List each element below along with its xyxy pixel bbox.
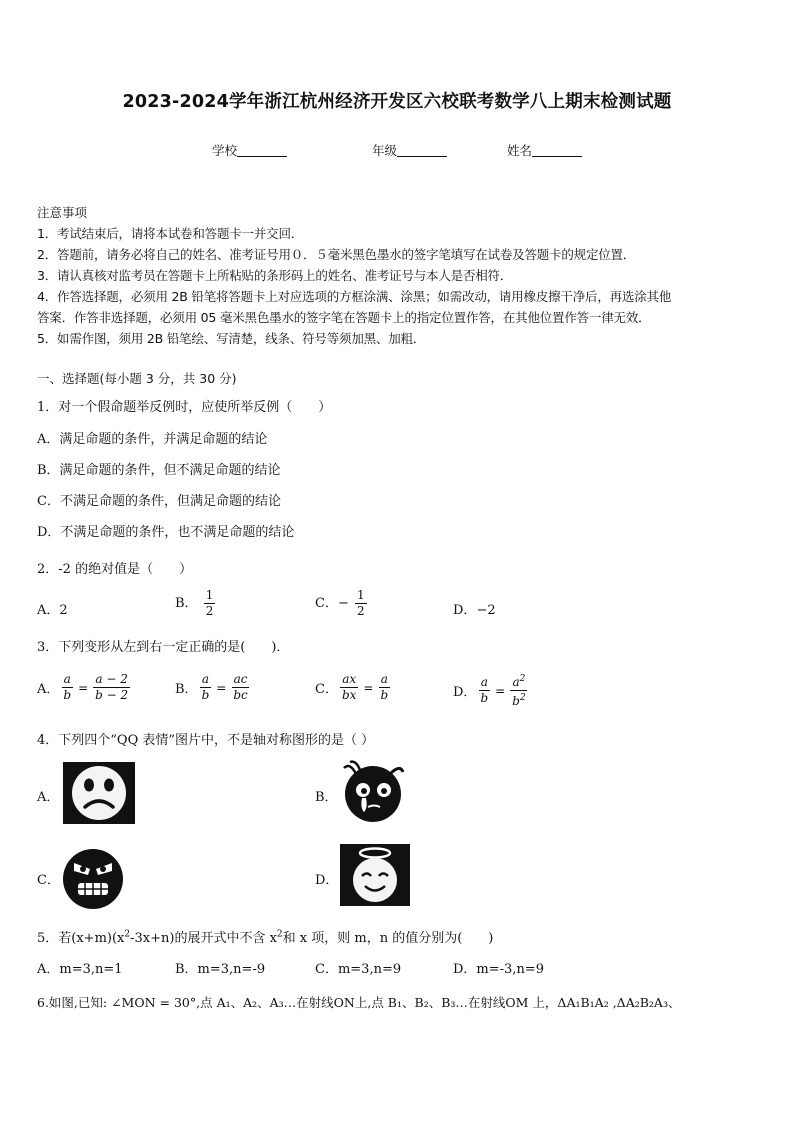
q3-c-right-num: a bbox=[380, 672, 388, 686]
q3-a-left-num: a bbox=[63, 672, 71, 686]
q3-d-right-den-base: b bbox=[512, 694, 520, 708]
school-blank[interactable] bbox=[237, 144, 287, 157]
q4-option-d-label[interactable]: D． bbox=[315, 873, 339, 888]
q3-d-left-num: a bbox=[480, 675, 488, 689]
q1-option-d[interactable]: D．不满足命题的条件，也不满足命题的结论 bbox=[37, 525, 295, 540]
q2-stem: 2．-2 的绝对值是（ ） bbox=[37, 562, 193, 577]
q3-option-a[interactable] bbox=[37, 672, 132, 703]
name-blank[interactable] bbox=[532, 144, 582, 157]
q1-stem: 1．对一个假命题举反例时，应使所举反例（ ） bbox=[37, 400, 332, 415]
q4-option-a-label[interactable]: A． bbox=[37, 790, 60, 805]
q3-b-left-den: b bbox=[201, 688, 210, 702]
q2-d-label: D． bbox=[453, 603, 477, 618]
q5-stem-exp: 2 bbox=[124, 929, 131, 940]
q5-option-d[interactable]: D．m=-3,n=9 bbox=[453, 962, 544, 977]
q3-d-right bbox=[510, 672, 527, 709]
q3-b-left bbox=[200, 672, 212, 703]
q2-c-num: 1 bbox=[357, 588, 365, 602]
q2-b-fraction bbox=[204, 588, 216, 619]
q3-a-right-num: a − 2 bbox=[95, 672, 128, 686]
q5-stem-exp: 2 bbox=[276, 929, 283, 940]
q3-option-d[interactable] bbox=[453, 672, 530, 709]
q3-c-left-num: ax bbox=[342, 672, 357, 686]
q3-d-right-num bbox=[510, 672, 527, 691]
q5-stem-part: 5．若(x+m)(x bbox=[37, 931, 125, 946]
q3-c-label: C． bbox=[315, 682, 338, 697]
q2-a-label: A． bbox=[37, 603, 60, 618]
section-heading: 一、选择题(每小题 3 分，共 30 分) bbox=[37, 371, 237, 386]
school-label: 学校 bbox=[212, 143, 238, 158]
q1-option-b[interactable]: B．满足命题的条件，但不满足命题的结论 bbox=[37, 463, 281, 478]
q1-option-c[interactable]: C．不满足命题的条件，但满足命题的结论 bbox=[37, 494, 281, 509]
q3-d-exp-den: 2 bbox=[519, 693, 526, 703]
q2-option-c[interactable] bbox=[315, 588, 369, 619]
q3-c-right-den: b bbox=[380, 688, 389, 702]
q2-a-value: 2 bbox=[59, 603, 68, 618]
q3-c-left bbox=[340, 672, 358, 703]
q3-b-right-den: bc bbox=[233, 688, 248, 702]
q5-stem-part: -3x+n)的展开式中不含 x bbox=[130, 931, 277, 946]
q5-option-a[interactable]: A．m=3,n=1 bbox=[37, 962, 123, 977]
q4-option-c-label[interactable]: C． bbox=[37, 873, 60, 888]
q3-d-left bbox=[478, 675, 490, 706]
q3-b-label: B． bbox=[175, 682, 198, 697]
q3-a-right-den: b − 2 bbox=[95, 688, 129, 702]
q4-option-b-label[interactable]: B． bbox=[315, 790, 338, 805]
equals-sign: = bbox=[78, 680, 89, 695]
sad-face-icon[interactable] bbox=[63, 762, 135, 824]
q2-option-a[interactable] bbox=[37, 599, 68, 618]
q3-c-right bbox=[378, 672, 390, 703]
grade-field[interactable] bbox=[372, 141, 447, 159]
q3-a-left bbox=[61, 672, 73, 703]
q3-b-left-num: a bbox=[201, 672, 209, 686]
note-item: 4．作答选择题，必须用 2B 铅笔将答题卡上对应选项的方框涂满、涂黑；如需改动，请用橡皮擦干净后，再选涂其他 bbox=[37, 289, 672, 304]
page-title: 2023-2024学年浙江杭州经济开发区六校联考数学八上期末检测试题 bbox=[122, 92, 672, 112]
q5-option-c[interactable]: C．m=3,n=9 bbox=[315, 962, 402, 977]
equals-sign: = bbox=[495, 683, 506, 698]
note-item: 1．考试结束后，请将本试卷和答题卡一并交回． bbox=[37, 226, 304, 241]
q2-option-d[interactable] bbox=[453, 599, 496, 618]
crying-face-icon[interactable] bbox=[340, 760, 406, 824]
q6-stem: 6.如图,已知: ∠MON = 30°,点 A₁、A₂、A₃…在射线ON上,点 B₁、B₂、B₃…在射线OM 上，ΔA₁B₁A₂ ,ΔA₂B₂A₃、 bbox=[37, 995, 681, 1010]
q2-b-label: B． bbox=[175, 596, 198, 611]
school-field[interactable] bbox=[212, 141, 287, 159]
q2-c-sign: − bbox=[337, 596, 349, 611]
q5-stem-part: 和 x 项，则 m，n 的值分别为( ) bbox=[282, 931, 494, 946]
q3-option-c[interactable] bbox=[315, 672, 392, 703]
angel-face-icon[interactable] bbox=[340, 844, 410, 906]
q2-c-den: 2 bbox=[357, 604, 365, 618]
q1-option-a[interactable]: A．满足命题的条件，并满足命题的结论 bbox=[37, 432, 268, 447]
q2-option-b[interactable] bbox=[175, 588, 217, 619]
q3-d-right-num-base: a bbox=[512, 675, 520, 689]
q3-a-label: A． bbox=[37, 682, 60, 697]
q2-c-fraction bbox=[355, 588, 367, 619]
q3-stem: 3．下列变形从左到右一定正确的是( )． bbox=[37, 640, 290, 655]
equals-sign: = bbox=[363, 680, 374, 695]
q3-option-b[interactable] bbox=[175, 672, 252, 703]
q3-c-left-den: bx bbox=[341, 688, 357, 702]
name-field[interactable] bbox=[507, 141, 582, 159]
q2-d-value: −2 bbox=[476, 603, 496, 618]
q3-a-right bbox=[93, 672, 130, 703]
notes-heading: 注意事项 bbox=[37, 205, 88, 220]
q3-d-right-den bbox=[510, 691, 527, 709]
q3-a-left-den: b bbox=[63, 688, 72, 702]
name-label: 姓名 bbox=[507, 143, 533, 158]
note-item: 2．答题前，请务必将自己的姓名、准考证号用０．５毫米黑色墨水的签字笔填写在试卷及答题卡的规定位置． bbox=[37, 247, 636, 262]
note-item: 答案．作答非选择题，必须用 05 毫米黑色墨水的签字笔在答题卡上的指定位置作答，在其他位置作答一律无效． bbox=[37, 310, 651, 325]
q3-d-label: D． bbox=[453, 685, 477, 700]
q2-b-num: 1 bbox=[205, 588, 214, 602]
q5-stem bbox=[37, 927, 493, 946]
grade-blank[interactable] bbox=[397, 144, 447, 157]
equals-sign: = bbox=[216, 680, 227, 695]
q3-d-left-den: b bbox=[480, 691, 489, 705]
q4-stem: 4．下列四个“QQ 表情”图片中，不是轴对称图形的是（ ） bbox=[37, 733, 375, 748]
note-item: 5．如需作图，须用 2B 铅笔绘、写清楚，线条、符号等须加黑、加粗． bbox=[37, 331, 426, 346]
angry-face-icon[interactable] bbox=[60, 845, 126, 909]
q2-c-label: C． bbox=[315, 596, 338, 611]
q3-b-right-num: ac bbox=[233, 672, 248, 686]
q3-d-exp-num: 2 bbox=[519, 674, 526, 684]
grade-label: 年级 bbox=[372, 143, 398, 158]
note-item: 3．请认真核对监考员在答题卡上所粘贴的条形码上的姓名、准考证号与本人是否相符． bbox=[37, 268, 513, 283]
q5-option-b[interactable]: B．m=3,n=-9 bbox=[175, 962, 266, 977]
q2-b-den: 2 bbox=[205, 604, 214, 618]
q3-b-right bbox=[231, 672, 249, 703]
